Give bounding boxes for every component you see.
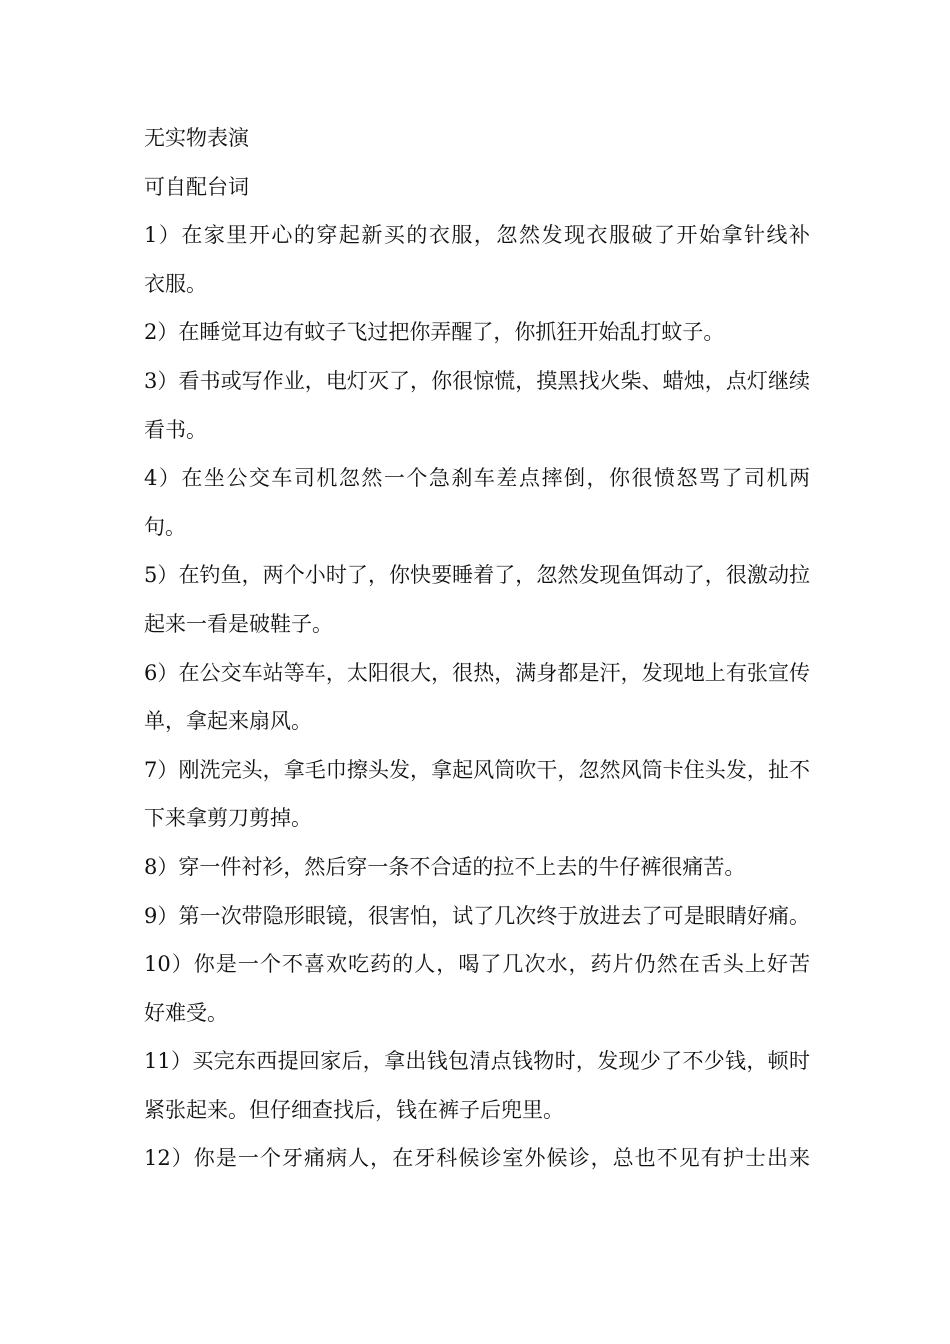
scenario-line: 单，拿起来扇风。 [144,709,312,734]
scenario-line: 下来拿剪刀剪掉。 [144,806,312,831]
scenario-line: 9）第一次带隐形眼镜，很害怕，试了几次终于放进去了可是眼睛好痛。 [144,903,810,928]
scenario-line: 7）刚洗完头，拿毛巾擦头发，拿起风筒吹干，忽然风筒卡住头发，扯不 [144,757,810,782]
scenario-line: 衣服。 [144,271,207,296]
scenario-line: 好难受。 [144,1000,228,1025]
scenario-list [144,211,810,1183]
scenario-line: 2）在睡觉耳边有蚊子飞过把你弄醒了，你抓狂开始乱打蚊子。 [144,320,725,345]
scenario-line: 8）穿一件衬衫，然后穿一条不合适的拉不上去的牛仔裤很痛苦。 [144,854,746,879]
scenario-line: 5）在钓鱼，两个小时了，你快要睡着了，忽然发现鱼饵动了，很激动拉 [144,563,810,588]
scenario-line: 10）你是一个不喜欢吃药的人，喝了几次水，药片仍然在舌头上好苦 [144,952,810,977]
scenario-line: 紧张起来。但仔细查找后，钱在裤子后兜里。 [144,1097,564,1122]
document-title: 无实物表演 [144,126,249,150]
document-subtitle: 可自配台词 [144,174,249,199]
scenario-line: 1）在家里开心的穿起新买的衣服，忽然发现衣服破了开始拿针线补 [144,223,810,248]
scenario-line: 12）你是一个牙痛病人，在牙科候诊室外候诊，总也不见有护士出来 [144,1146,810,1171]
scenario-line: 3）看书或写作业，电灯灭了，你很惊慌，摸黑找火柴、蜡烛，点灯继续 [144,368,810,393]
scenario-line: 看书。 [144,417,207,442]
scenario-line: 6）在公交车站等车，太阳很大，很热，满身都是汗，发现地上有张宣传 [144,660,810,685]
scenario-line: 4）在坐公交车司机忽然一个急刹车差点摔倒，你很愤怒骂了司机两 [144,466,810,491]
scenario-line: 11）买完东西提回家后，拿出钱包清点钱物时，发现少了不少钱，顿时 [144,1049,810,1074]
document-body [144,114,810,1183]
scenario-line: 句。 [144,514,186,539]
scenario-line: 起来一看是破鞋子。 [144,611,333,636]
